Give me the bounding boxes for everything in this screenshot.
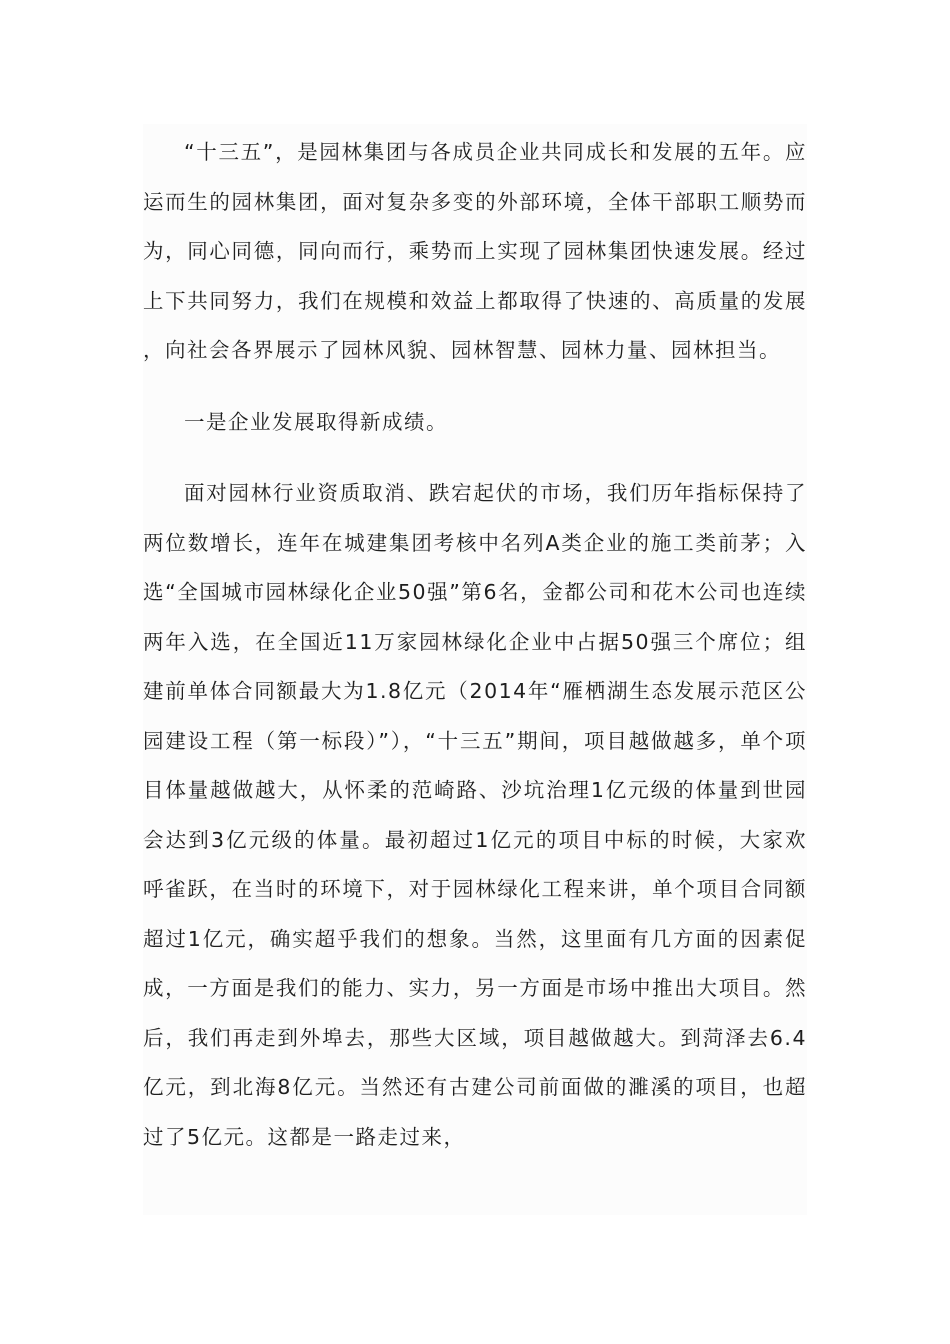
paragraph-intro: “十三五”，是园林集团与各成员企业共同成长和发展的五年。应运而生的园林集团，面对复杂多变的外部环境，全体干部职工顺势而为，同心同德，同向而行，乘势而上实现了园林集团快速发展。经过上下共同努力，我们在规模和效益上都取得了快速的、高质量的发展，向社会各界展示了园林风貌、园林智慧、园林力量、园林担当。	[143, 140, 807, 362]
paragraph-heading: 一是企业发展取得新成绩。	[184, 409, 448, 434]
paragraph-achievements: 面对园林行业资质取消、跌宕起伏的市场，我们历年指标保持了两位数增长，连年在城建集团考核中名列A类企业的施工类前茅；入选“全国城市园林绿化企业50强”第6名，金都公司和花木公司也连续两年入选，在全国近11万家园林绿化企业中占据50强三个席位；组建前单体合同额最大为1.8亿元（2014年“雁栖湖生态发展示范区公园建设工程（第一标段）”），“十三五”期间，项目越做越多，单个项目体量越做越大，从怀柔的范崎路、沙坑治理1亿元级的体量到世园会达到3亿元级的体量。最初超过1亿元的项目中标的时候，大家欢呼雀跃，在当时的环境下，对于园林绿化工程来讲，单个项目合同额超过1亿元，确实超乎我们的想象。当然，这里面有几方面的因素促成，一方面是我们的能力、实力，另一方面是市场中推出大项目。然后，我们再走到外埠去，那些大区域，项目越做越大。到菏泽去6.4亿元，到北海8亿元。当然还有古建公司前面做的濉溪的项目，也超过了5亿元。这都是一路走过来，	[143, 481, 807, 1149]
document-body	[143, 124, 807, 1215]
